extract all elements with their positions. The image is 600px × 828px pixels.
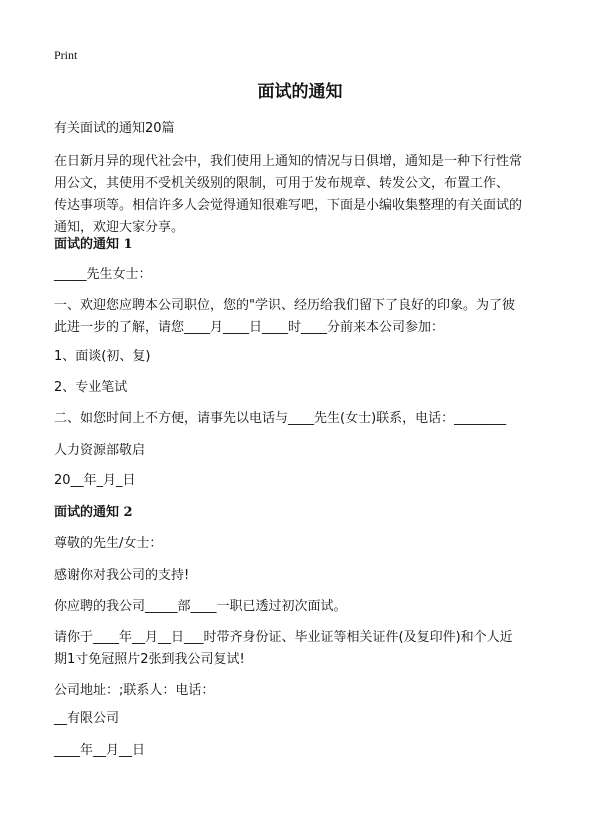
section2-heading: 面试的通知 2 — [54, 505, 133, 520]
section1-para2: 二、如您时间上不方便，请事先以电话与____先生(女士)联系，电话：________ — [54, 411, 507, 426]
section1-para1-line2: 此进一步的了解，请您____月____日____时____分前来本公司参加： — [54, 320, 445, 335]
section2-company: __有限公司 — [54, 711, 120, 726]
section1-item-1: 1、面谈(初、复) — [54, 349, 151, 364]
intro-line-4: 通知，欢迎大家分享。 — [54, 220, 185, 235]
section2-contact: 公司地址：;联系人：电话： — [54, 683, 215, 698]
section2-para-line1: 请你于____年__月__日___时带齐身份证、毕业证等相关证件(及复印件)和个人近 — [54, 630, 513, 645]
section1-sign: 人力资源部敬启 — [54, 443, 146, 458]
section2-date: ____年__月__日 — [54, 743, 146, 758]
section1-heading: 面试的通知 1 — [54, 237, 133, 252]
section1-salutation: _____先生女士： — [54, 267, 152, 282]
section1-item-2: 2、专业笔试 — [54, 380, 128, 395]
section2-para-line2: 期1寸免冠照片2张到我公司复试! — [54, 652, 245, 667]
section2-salutation: 尊敬的先生/女士： — [54, 536, 163, 551]
section1-para1-line1: 一、欢迎您应聘本公司职位，您的"学识、经历给我们留下了良好的印象。为了彼 — [54, 298, 515, 313]
intro-line-1: 在日新月异的现代社会中，我们使用上通知的情况与日俱增，通知是一种下行性常 — [54, 154, 523, 169]
section2-notice: 你应聘的我公司_____部____一职已透过初次面试。 — [54, 599, 347, 614]
intro-line-3: 传达事项等。相信许多人会觉得通知很难写吧，下面是小编收集整理的有关面试的 — [54, 198, 523, 213]
intro-line-2: 用公文，其使用不受机关级别的限制，可用于发布规章、转发公文，布置工作、 — [54, 176, 510, 191]
section2-thanks: 感谢你对我公司的支持! — [54, 568, 190, 583]
section1-date: 20__年_月_日 — [54, 473, 136, 488]
print-label[interactable]: Print — [54, 48, 78, 62]
page-title: 面试的通知 — [257, 82, 343, 102]
document-subtitle: 有关面试的通知20篇 — [54, 121, 175, 136]
